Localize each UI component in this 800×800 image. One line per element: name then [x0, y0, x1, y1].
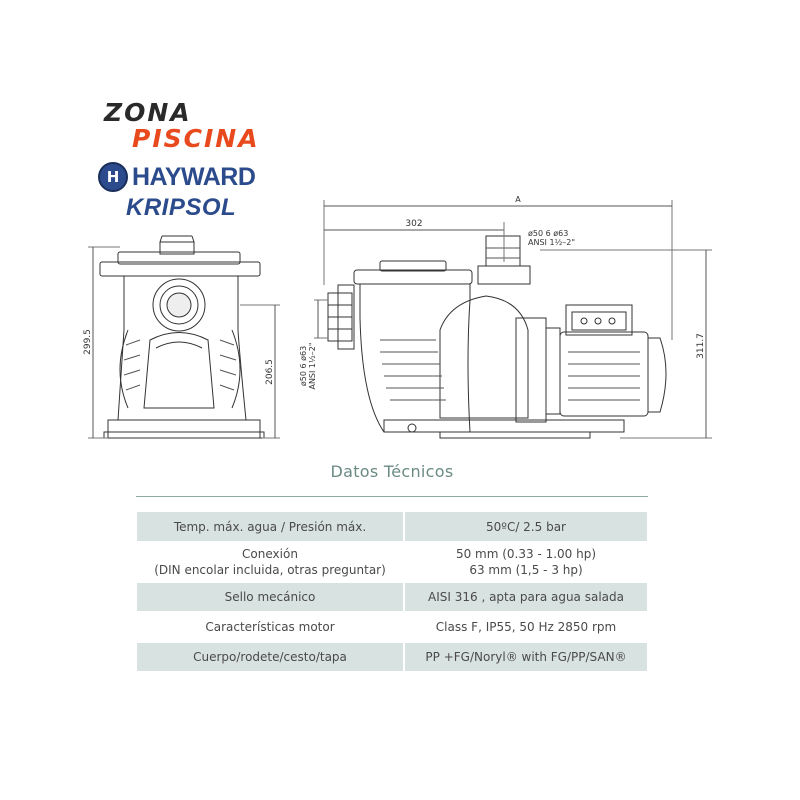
side-port-label-1: ø50 6 ø63: [299, 345, 308, 387]
spec-label-line: Características motor: [205, 620, 335, 634]
dim-a-label: A: [515, 195, 521, 204]
front-inner-height-label: 206.5: [265, 359, 275, 385]
spec-value: [404, 542, 647, 582]
spec-row: [137, 642, 647, 672]
spec-label-line: Conexión: [242, 547, 298, 561]
spec-value-line: AISI 316 , apta para agua salada: [428, 590, 624, 604]
spec-label-line: Temp. máx. agua / Presión máx.: [173, 519, 367, 534]
spec-row: [137, 582, 647, 612]
side-height-label: 311.7: [696, 333, 706, 359]
front-height-label: 299.5: [83, 329, 93, 355]
spec-label: [137, 512, 404, 542]
spec-label-line: Sello mecánico: [224, 590, 316, 604]
spec-label: [137, 542, 404, 582]
top-port-label-1: ø50 6 ø63: [528, 229, 569, 238]
dim-302-label: 302: [405, 219, 423, 229]
spec-label: [137, 612, 404, 642]
spec-value: [404, 582, 647, 612]
spec-row: [137, 542, 647, 582]
spec-label-line: (DIN encolar incluida, otras preguntar): [154, 563, 386, 577]
spec-row: [137, 612, 647, 642]
spec-value-line: Class F, IP55, 50 Hz 2850 rpm: [435, 620, 617, 634]
spec-label-line: Cuerpo/rodete/cesto/tapa: [193, 650, 347, 664]
pump-side-view: [314, 200, 712, 438]
spec-value-line: PP +FG/Noryl® with FG/PP/SAN®: [425, 650, 627, 664]
spec-value: [404, 612, 647, 642]
spec-label: [137, 642, 404, 672]
zona-logo-line2: PISCINA: [132, 124, 260, 153]
specs-table: [137, 512, 647, 673]
spec-value-line: 50 mm (0.33 - 1.00 hp): [455, 547, 597, 561]
specs-title: Datos Técnicos: [330, 462, 454, 481]
hayward-wordmark: HAYWARD: [132, 162, 256, 191]
spec-row: [137, 512, 647, 542]
spec-value: [404, 642, 647, 672]
zona-logo-line1: ZONA: [104, 98, 192, 127]
spec-label: [137, 582, 404, 612]
spec-value-line: 50ºC/ 2.5 bar: [486, 519, 566, 534]
top-port-label-2: ANSI 1½–2": [528, 238, 576, 247]
hayward-badge-icon: H: [98, 162, 128, 192]
spec-value: [404, 512, 647, 542]
side-port-label-2: ANSI 1½–2": [308, 342, 317, 390]
spec-value-line: 63 mm (1,5 - 3 hp): [469, 563, 583, 577]
title-divider: [136, 496, 648, 497]
kripsol-logo: KRIPSOL: [126, 194, 237, 221]
pump-front-view: [88, 236, 280, 438]
